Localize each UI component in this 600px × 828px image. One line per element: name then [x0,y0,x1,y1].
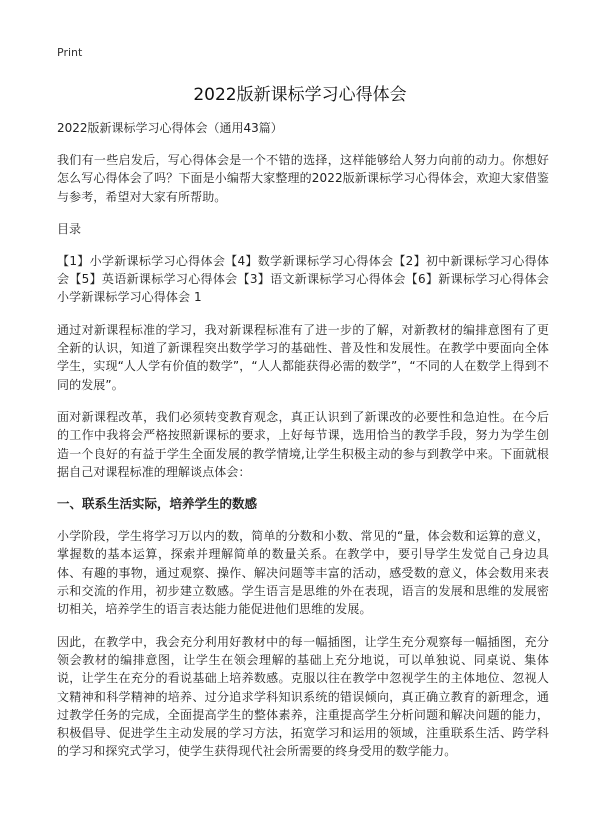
intro-paragraph: 我们有一些启发后，写心得体会是一个不错的选择，这样能够给人努力向前的动力。你想好怎么写心得体会了吗？下面是小编帮大家整理的2022版新课标学习心得体会，欢迎大家借鉴与参考，希望对大家有所帮助。 [57,153,549,204]
page-title: 2022版新课标学习心得体会 [193,85,407,105]
document-subtitle: 2022版新课标学习心得体会（通用43篇） [57,121,283,135]
toc-label: 目录 [57,221,82,236]
body-paragraph-4: 因此，在教学中，我会充分利用好教材中的每一幅插图，让学生充分观察每一幅插图，充分领会教材的编排意图，让学生在领会理解的基础上充分地说，可以单独说、同桌说、集体说，让学生在充分的看说基础上培养数感。克服以往在教学中忽视学生的主体地位、忽视人文精神和科学精神的培养、过分追求学科知识系统的错误倾向，真正确立教育的新理念，通过教学任务的完成，全面提高学生的整体素养，注重提高学生分析问题和解决问题的能力，积极倡导、促进学生主动发展的学习方法，拓宽学习和运用的领域，注重联系生活、跨学科的学习和探究式学习，使学生获得现代社会所需要的终身受用的数学能力。 [57,634,549,759]
section-heading-1: 一、联系生活实际，培养学生的数感 [57,496,258,512]
print-link[interactable]: Print [57,46,83,59]
body-paragraph-1: 通过对新课程标准的学习，我对新课程标准有了进一步的了解，对新教材的编排意图有了更全新的认识，知道了新课程突出数学学习的基础性、普及性和发展性。在教学中要面向全体学生，实现“人人学有价值的数学”，“人人都能获得必需的数学”，“不同的人在数学上得到不同的发展”。 [57,322,549,392]
body-paragraph-2: 面对新课程改革，我们必须转变教育观念，真正认识到了新课改的必要性和急迫性。在今后的工作中我将会严格按照新课标的要求，上好每节课，选用恰当的教学手段，努力为学生创造一个良好的有益于学生全面发展的教学情境,让学生积极主动的参与到教学中来。下面就根据自己对课程标准的理解谈点体会： [57,409,549,479]
body-paragraph-3: 小学阶段，学生将学习万以内的数，简单的分数和小数、常见的“量，体会数和运算的意义，掌握数的基本运算，探索并理解简单的数量关系。在教学中，要引导学生发觉自己身边具体、有趣的事物，通过观察、操作、解决问题等丰富的活动，感受数的意义，体会数用来表示和交流的作用，初步建立数感。学生语言是思维的外在表现，语言的发展和思维的发展密切相关，培养学生的语言表达能力能促进他们思维的发展。 [57,529,549,617]
toc-list: 【1】小学新课标学习心得体会【4】数学新课标学习心得体会【2】初中新课标学习心得体会【5】英语新课标学习心得体会【3】语文新课标学习心得体会【6】新课标学习心得体会小学新课标学习心得体会 1 [57,253,549,305]
document-body [57,119,549,775]
